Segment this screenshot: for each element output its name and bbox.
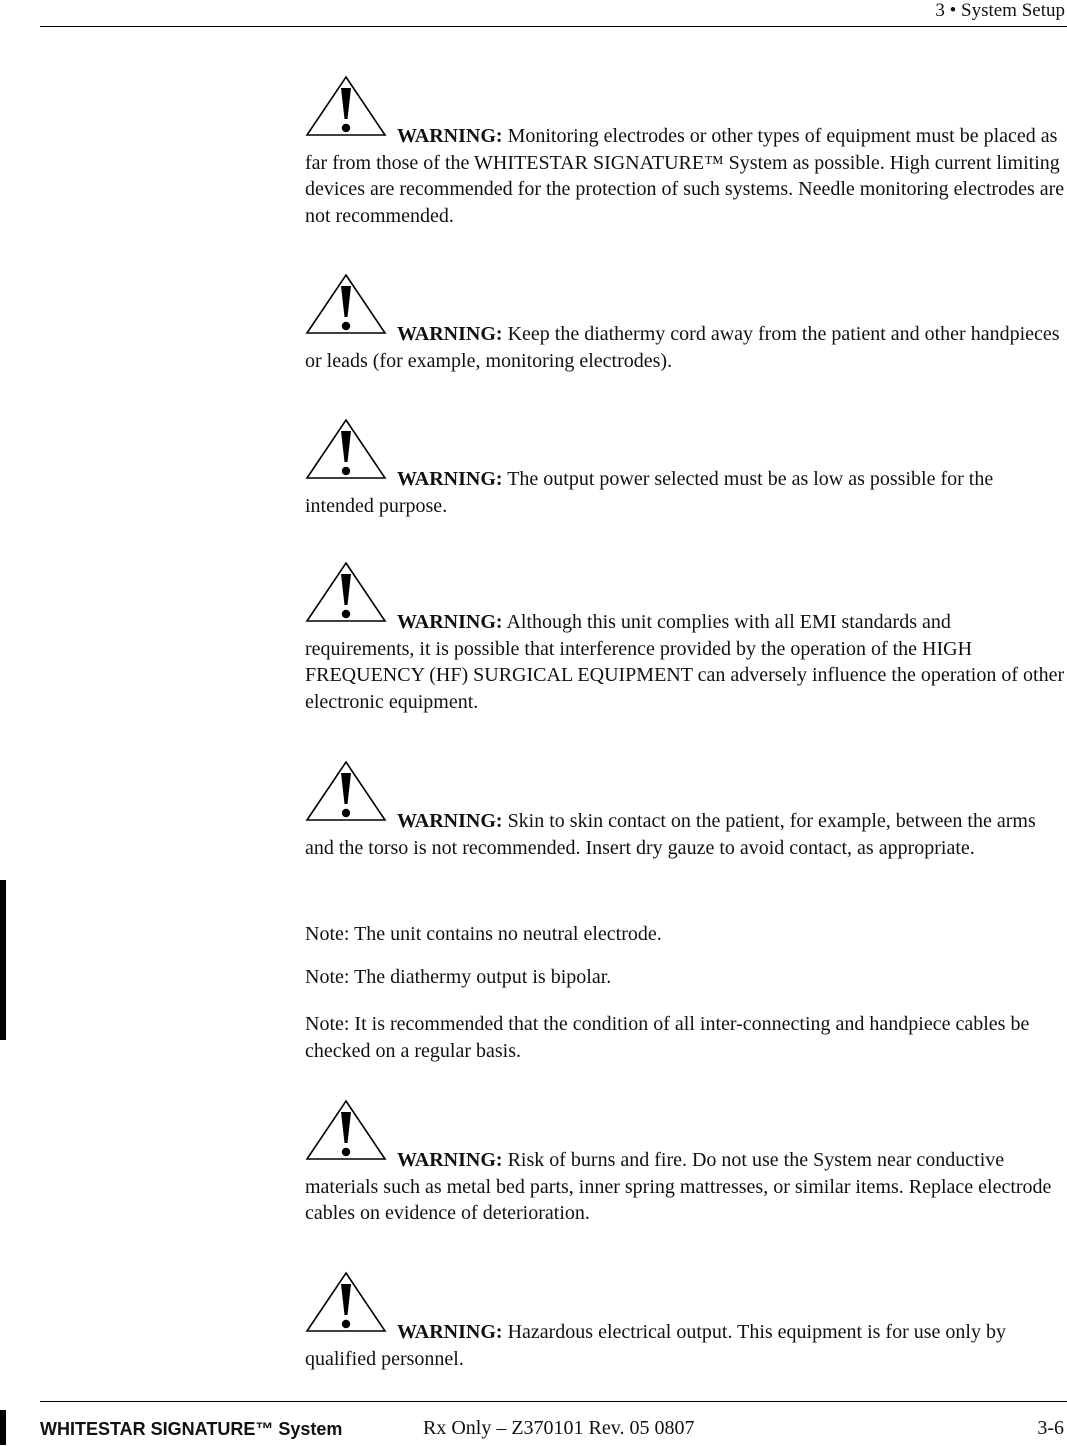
note-text: Note: It is recommended that the condition of all inter-connecting and handpiece cables be checked on a regular basis. <box>305 1013 1030 1062</box>
warning-body: Monitoring electrodes or other types of equipment must be placed as far from those of the WHITESTAR SIGNATURE™ System as possible. High current limiting devices are recommended for the protection of such systems. Needle monitoring electrodes are not recommended. <box>305 125 1065 227</box>
section-title: 3 • System Setup <box>935 0 1065 21</box>
document-id: Rx Only – Z370101 Rev. 05 0807 <box>423 1417 695 1439</box>
note-text: Note: The diathermy output is bipolar. <box>305 966 612 988</box>
warning-body: Skin to skin contact on the patient, for example, between the arms and the torso is not recommended. Insert dry gauze to avoid contact, as appropriate. <box>305 810 1036 859</box>
warning-text <box>305 321 1065 374</box>
warning-text <box>305 466 1065 519</box>
warning-body: Hazardous electrical output. This equipment is for use only by qualified personnel. <box>305 1321 1006 1370</box>
product-name: WHITESTAR SIGNATURE™ System <box>40 1419 343 1439</box>
warning-text <box>305 123 1065 229</box>
change-bar <box>0 1410 6 1445</box>
warning-text <box>305 609 1065 715</box>
warning-label: WARNING: <box>397 323 503 345</box>
warning-text <box>305 1319 1065 1372</box>
warning-label: WARNING: <box>397 810 503 832</box>
warning-block <box>305 1099 1065 1227</box>
warning-label: WARNING: <box>397 1321 503 1343</box>
warning-label: WARNING: <box>397 468 503 490</box>
note-text: Note: The unit contains no neutral electrode. <box>305 923 662 945</box>
warning-label: WARNING: <box>397 611 503 633</box>
warning-body: Risk of burns and fire. Do not use the System near conductive materials such as metal bed parts, inner spring mattresses, or similar items. Replace electrode cables on evidence of deterioration. <box>305 1149 1052 1225</box>
warning-block <box>305 760 1065 861</box>
warning-block <box>305 75 1065 229</box>
warning-body: Keep the diathermy cord away from the patient and other handpieces or leads (for example, monitoring electrodes). <box>305 323 1060 372</box>
warning-block <box>305 273 1065 374</box>
warning-text <box>305 808 1065 861</box>
page-header <box>40 0 1067 27</box>
warning-body: The output power selected must be as low as possible for the intended purpose. <box>305 468 994 517</box>
page-footer <box>40 1401 1067 1446</box>
warning-text <box>305 1147 1065 1227</box>
warning-block <box>305 1271 1065 1372</box>
change-bar <box>0 880 6 1040</box>
warning-label: WARNING: <box>397 1149 503 1171</box>
warning-block <box>305 561 1065 715</box>
warning-label: WARNING: <box>397 125 503 147</box>
page-number: 3-6 <box>1037 1417 1064 1439</box>
warning-block <box>305 418 1065 519</box>
warning-body: Although this unit complies with all EMI standards and requirements, it is possible that interference provided by the operation of the HIGH FREQUENCY (HF) SURGICAL EQUIPMENT can adversely influence the operation of other electronic equipment. <box>305 611 1065 713</box>
